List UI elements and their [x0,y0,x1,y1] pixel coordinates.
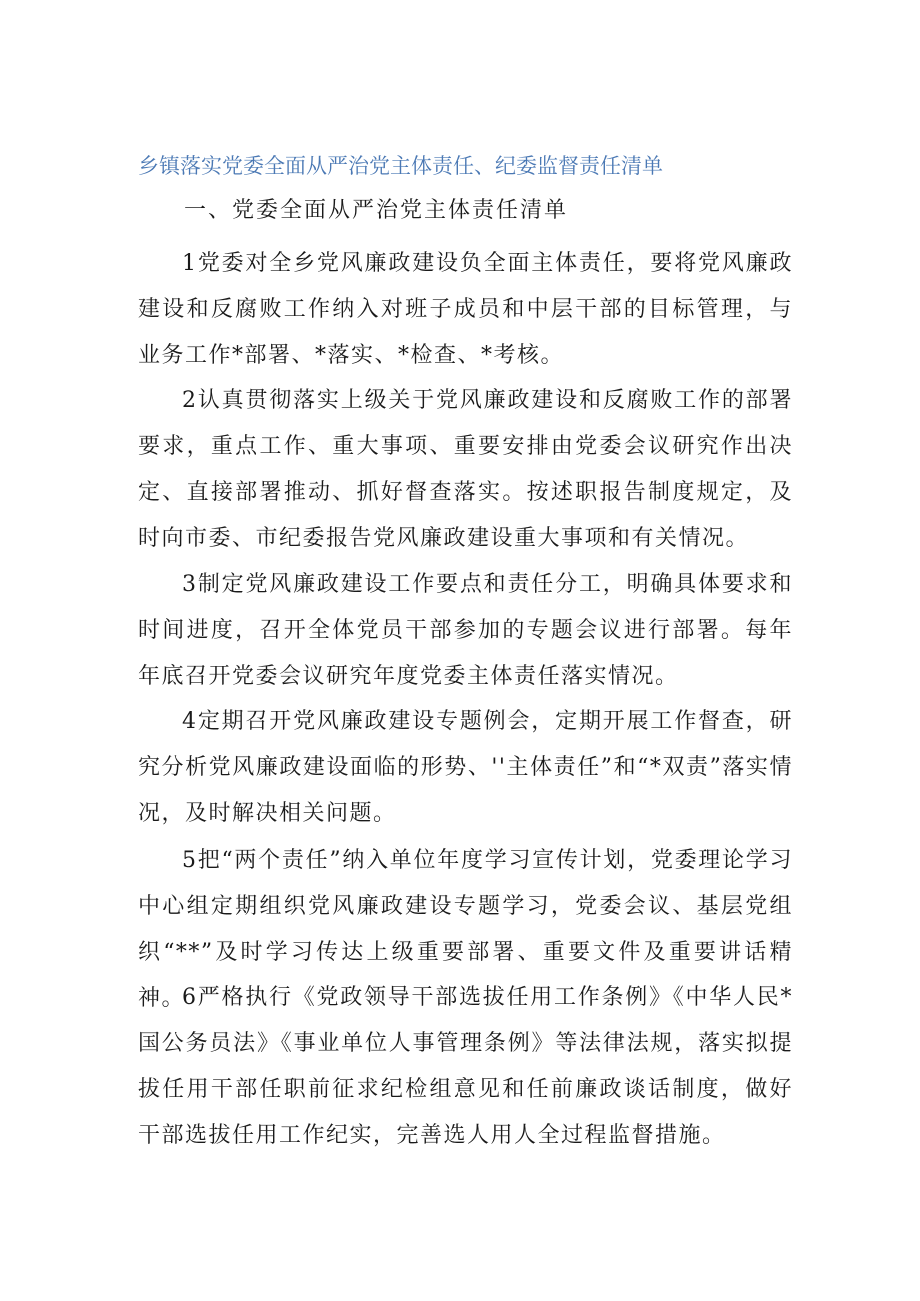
document-title: 乡镇落实党委全面从严治党主体责任、纪委监督责任清单 [138,154,663,178]
paragraph-1: 1党委对全乡党风廉政建设负全面主体责任，要将党风廉政建设和反腐败工作纳入对班子成员和中层干部的目标管理，与业务工作*部署、*落实、*检查、*考核。 [138,251,793,368]
paragraph-5: 5把“两个责任”纳入单位年度学习宣传计划，党委理论学习中心组定期组织党风廉政建设专题学习，党委会议、基层党组织“**”及时学习传达上级重要部署、重要文件及重要讲话精神。 [138,848,793,1011]
paragraph-6: 6严格执行《党政领导干部选拔任用工作条例》《中华人民*国公务员法》《事业单位人事管理条例》等法律法规，落实拟提拔任用干部任职前征求纪检组意见和任前廉政谈话制度，做好干部选拔任用工作纪实，完善选人用人全过程监督措施。 [138,985,793,1148]
section-heading: 一、党委全面从严治党主体责任清单 [184,198,569,223]
paragraph-3: 3制定党风廉政建设工作要点和责任分工，明确具体要求和时间进度，召开全体党员干部参加的专题会议进行部署。每年年底召开党委会议研究年度党委主体责任落实情况。 [138,572,793,689]
paragraph-4: 4定期召开党风廉政建设专题例会，定期开展工作督查，研究分析党风廉政建设面临的形势、''主体责任”和“*双责”落实情况，及时解决相关问题。 [138,709,793,826]
paragraph-2: 2认真贯彻落实上级关于党风廉政建设和反腐败工作的部署要求，重点工作、重大事项、重要安排由党委会议研究作出决定、直接部署推动、抓好督查落实。按述职报告制度规定，及时向市委、市纪委报告党风廉政建设重大事项和有关情况。 [138,388,793,551]
